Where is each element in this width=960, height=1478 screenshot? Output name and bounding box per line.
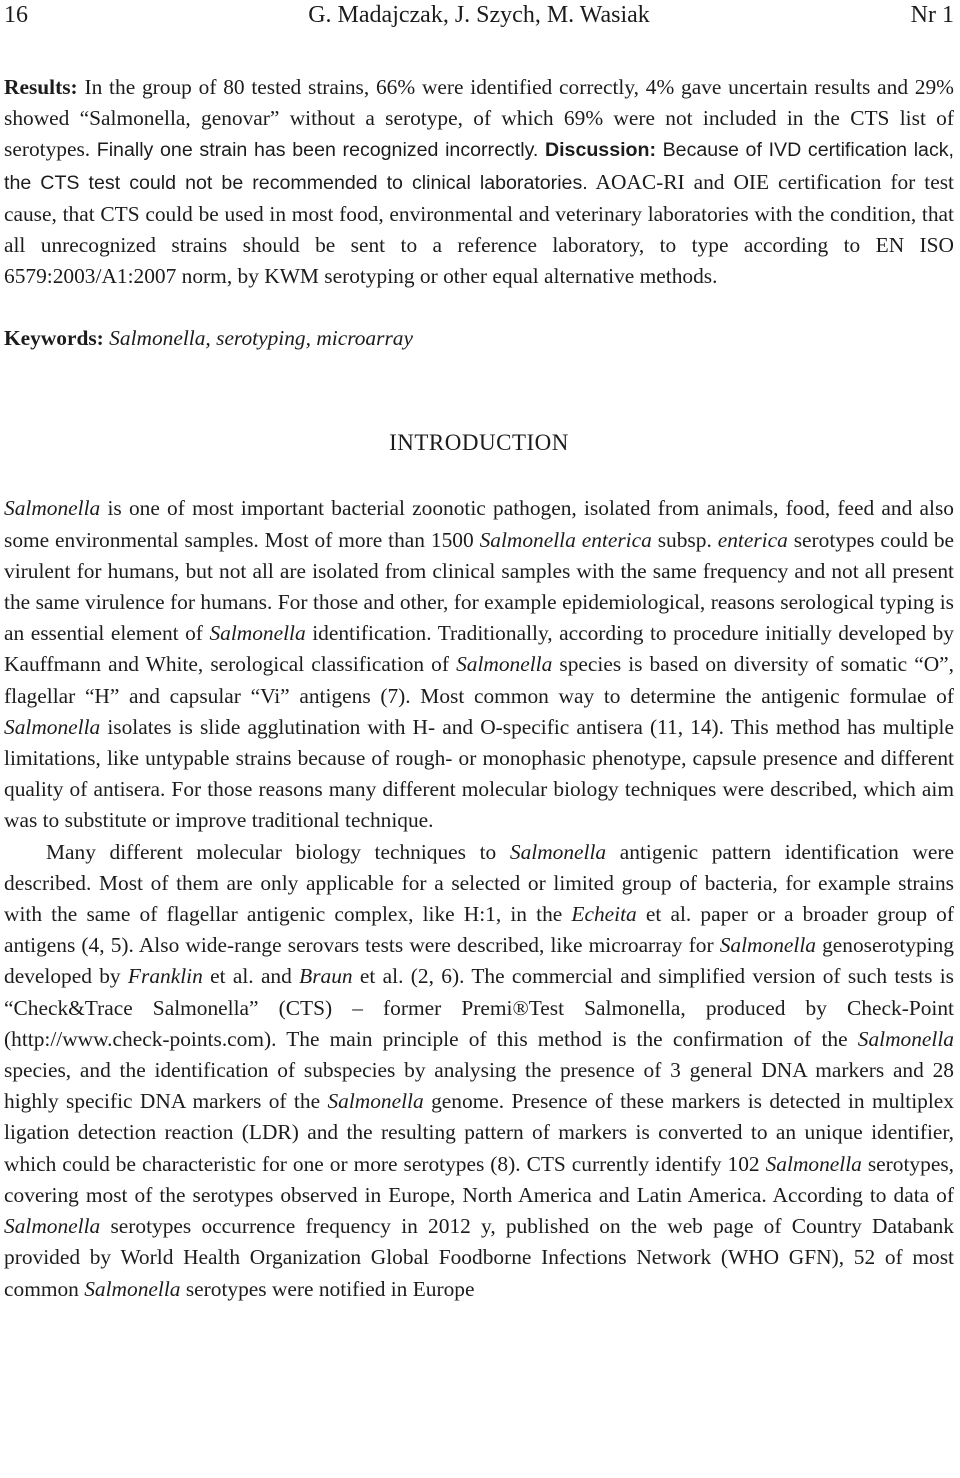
results-label: Results: [4,75,78,99]
issue-number: Nr 1 [910,2,954,28]
keywords-label: Keywords: [4,326,104,351]
running-authors: G. Madajczak, J. Szych, M. Wasiak [308,2,650,28]
intro-paragraph-2 [4,837,954,1305]
text-run: et al. and [202,964,300,989]
text-run: species, and the identification of subspecies by analysing the presence of 3 general DNA markers and 28 highly specific DNA markers of the [4,1058,954,1114]
running-header [4,0,954,34]
italic-term: Salmonella [509,839,607,864]
section-title: INTRODUCTION [389,430,569,456]
text-run: genoserotyping developed by [4,933,954,989]
results-text-2: Finally one strain has been recognized incorrectly. [96,139,539,162]
text-run: serotypes, covering most of the serotypes observed in Europe, North America and Latin America. According to data of [4,1151,954,1207]
text-run: serotypes could be virulent for humans, but not all are isolated from clinical samples with the same frequency and not all present the same virulence for humans. For those and other, for example epidemiological, reasons serological typing is an essential element of [4,527,955,646]
text-run: serotypes occurrence frequency in 2012 y, published on the web page of Country Databank provided by World Health Organization Global Foodborne Infections Network (WHO GFN), 52 of most common [4,1214,954,1301]
keywords-line [4,323,954,354]
italic-term: Salmonella [857,1026,954,1051]
results-text: In the group of 80 tested strains, 66% were identified correctly, 4% gave uncertain results and 29% showed “Salmonella, genovar” without a serotype, of which 69% were not included in the CTS list of serotypes. [4,75,954,162]
keywords-text: Salmonella, serotyping, microarray [109,326,413,351]
intro-paragraph-1 [4,493,954,836]
italic-term: enterica [717,527,788,552]
text-run: et al. paper or a broader group of antigens (4, 5). Also wide-range serovars tests were described, like microarray for [4,902,954,958]
discussion-text: Because of IVD certification lack, the CTS test could not be recommended to clinical laboratories. [4,139,954,194]
page-number: 16 [4,2,28,28]
text-run: serotypes were notified in Europe [180,1276,475,1301]
text-run: identification. Traditionally, according to procedure initially developed by Kauffmann and White, serological classification of [4,621,955,677]
italic-term: Salmonella [765,1151,862,1176]
text-run: genome. Presence of these markers is detected in multiplex ligation detection reaction (LDR) and the resulting pattern of markers is converted to an unique identifier, which could be characteristic for one or more serotypes (8). CTS currently identify 102 [4,1089,954,1176]
italic-term: Salmonella [84,1276,181,1301]
text-run: antigenic pattern identification were described. Most of them are only applicable for a selected or limited group of bacteria, for example strains with the same of flagellar antigenic complex, like H:1, in the [4,839,954,927]
text-run: isolates is slide agglutination with H- and O-specific antisera (11, 14). This method has multiple limitations, like untypable strains because of rough- or monophasic phenotype, capsule presence and different quality of antisera. For those reasons many different molecular biology techniques were described, which aim was to substitute or improve traditional technique. [4,714,954,833]
italic-term: Salmonella [209,621,306,646]
body-text [4,493,954,1304]
italic-term: Salmonella [4,714,101,739]
italic-term: Salmonella [719,933,816,958]
text-run: et al. (2, 6). The commercial and simplified version of such tests is “Check&Trace Salmonella” (CTS) – former Premi®Test Salmonella, produced by Check-Point (http://www.check-points.com). The main principle of this method is the confirmation of the [4,964,954,1051]
text-run: Many different molecular biology techniques to [46,839,510,864]
abstract-paragraph [4,72,954,292]
text-run: subsp. [651,527,718,552]
italic-term: Franklin [127,964,203,989]
italic-term: Braun [299,964,353,989]
page [4,0,954,1305]
discussion-text-2: AOAC-RI and OIE certification for test cause, that CTS could be used in most food, environmental and veterinary laboratories with the condition, that all unrecognized strains should be sent to a reference laboratory, to type according to EN ISO 6579:2003/A1:2007 norm, by KWM serotyping or other equal alternative methods. [4,169,954,289]
italic-term: Salmonella [327,1089,424,1114]
text-run: is one of most important bacterial zoonotic pathogen, isolated from animals, food, feed and also some environmental samples. Most of more than 1500 [4,496,954,552]
italic-term: Salmonella [456,652,553,677]
italic-term: Salmonella enterica [479,527,652,552]
italic-term: Salmonella [4,496,101,521]
text-run: species is based on diversity of somatic “O”, flagellar “H” and capsular “Vi” antigens (7). Most common way to determine the antigenic formulae of [4,652,954,708]
italic-term: Echeita [571,902,637,927]
discussion-label: Discussion: [544,139,657,162]
italic-term: Salmonella [4,1214,101,1239]
